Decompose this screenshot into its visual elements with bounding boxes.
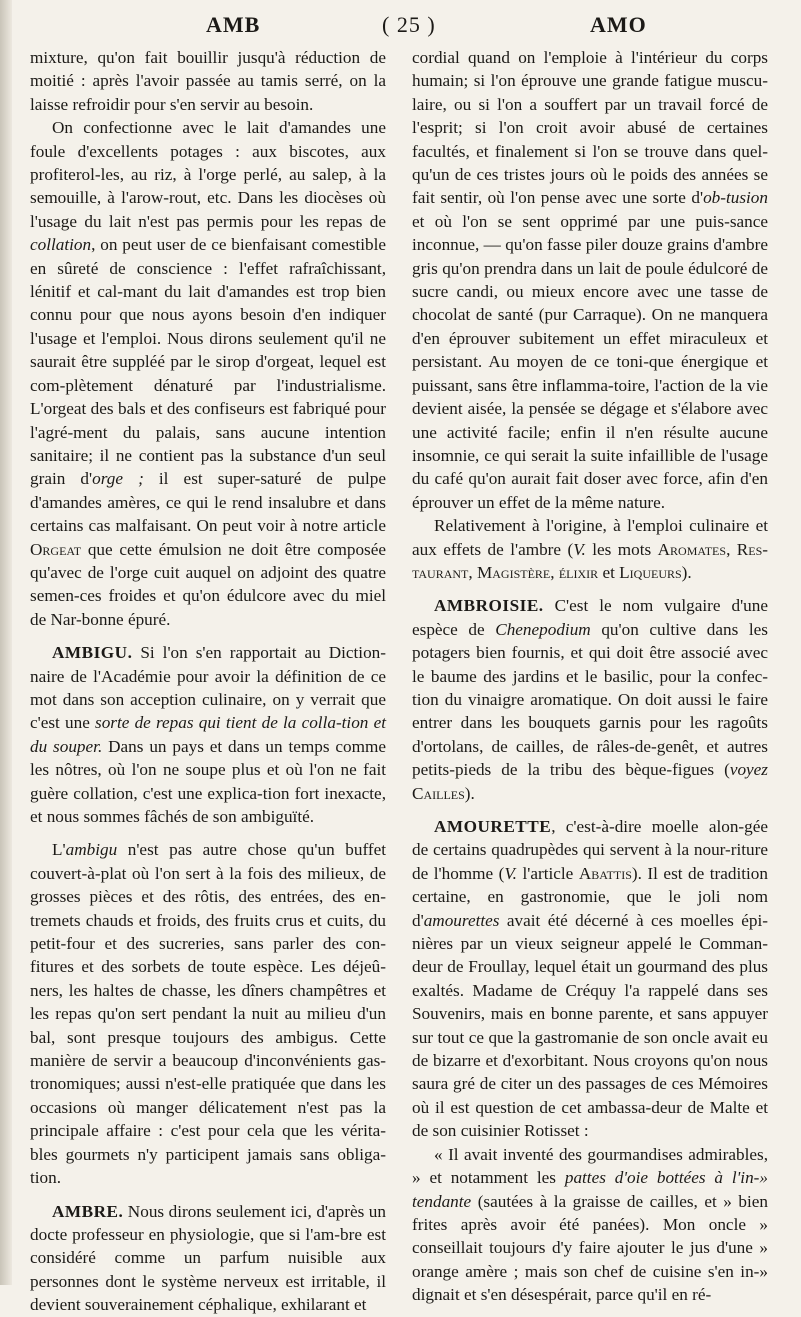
- page-gutter-shadow: [0, 0, 12, 1285]
- entry-headword: AMBRE.: [52, 1201, 124, 1221]
- paragraph-continuation: mixture, qu'on fait bouillir jusqu'à réduction de moitié : après l'avoir passée au tamis serré, on la laisse refroidir pour s'en servir au besoin.: [30, 48, 386, 114]
- entry-headword: AMBIGU.: [52, 643, 133, 663]
- header-left-keyword: AMB: [206, 12, 261, 37]
- entry-headword: AMBROISIE.: [434, 596, 544, 616]
- entry-ambigu: AMBIGU. Si l'on s'en rapportait au Diction-naire de l'Académie pour avoir la définition de ce mot dans son acception culinaire, on y verrait que c'est une sorte de repas qui tient de la colla-tion et du souper. Dans un pays et dans un temps comme les nôtres, où l'on ne soupe plus et où l'on ne fait guère collation, c'est une explica-tion fort inexacte, et nous sommes fâchés de son ambiguïté.: [30, 643, 386, 826]
- header-right-keyword: AMO: [590, 12, 647, 37]
- running-header: [30, 8, 770, 44]
- paragraph-lait-amandes: On confectionne avec le lait d'amandes une foule d'excellents potages : aux biscotes, aux profiterol-les, au riz, à l'orge perlé, au salep, à la semouille, à l'arow-rout, etc. Dans les diocèses où l'usage du lait n'est pas permis pour les repas de collation, on peut user de ce bienfaisant comestible en sûreté de conscience : l'effet rafraîchissant, lénitif et cal-mant du lait d'amandes est trop bien connu pour que nous ayons besoin d'en indiquer l'usage et l'emploi. Nous dirons seulement qu'il ne saurait être suppléé par le sirop d'orgeat, lequel est com-plètement dénaturé par l'industrialisme. L'orgeat des bals et des confiseurs est fabriqué pour l'agré-ment du palais, sans aucune intention sanitaire; il ne contient pas la substance d'un seul grain d'orge ; il est super-saturé de pulpe d'amandes amères, ce qui le rend insalubre et dans certains cas malfaisant. On peut voir à notre article Orgeat que cette émulsion ne doit être composée qu'avec de l'orge cuit auquel on adjoint des quatre semen-ces froides et qu'on édulcore avec du miel de Nar-bonne épuré.: [30, 118, 387, 629]
- paragraph-ambre-references: Relativement à l'origine, à l'emploi culinaire et aux effets de l'ambre (V. les mots Aromates, Res-taurant, Magistère, élixir et Liqueurs).: [412, 516, 768, 582]
- entry-ambre: AMBRE. Nous dirons seulement ici, d'après un docte professeur en physiologie, que si l'am-bre est considéré comme un parfum nuisible aux personnes dont le système nerveux est irritable, il devient souverainement céphalique, exhilarant et: [30, 1201, 386, 1315]
- left-column: [30, 46, 386, 1317]
- entry-ambroisie: AMBROISIE. C'est le nom vulgaire d'une espèce de Chenepodium qu'on cultive dans les potagers bien fournis, et qui doit être associé avec le baume des jardins et le basilic, pour la confec-tion du vinaigre aromatique. On doit aussi le faire entrer dans les bouquets garnis pour les ragoûts d'ortolans, de cailles, de râles-de-genêt, et autres petits-pieds de la tribu des bèque-figues (voyez Cailles).: [412, 596, 768, 803]
- paragraph-ambigu-definition: L'ambigu n'est pas autre chose qu'un buffet couvert-à-plat où l'on sert à la fois des milieux, de grosses pièces et des rôtis, des entrées, des en-tremets chauds et froids, des fruits crus et cuits, du petit-four et des sucreries, sans parler des con-fitures et des sorbets de toute espèce. Les déjeû-ners, les haltes de chasse, les dîners champêtres et les repas qu'on sert pendant la nuit au milieu d'un bal, sont presque toujours des ambigus. Cette manière de servir a beaucoup d'inconvénients gas-tronomiques; aussi n'est-elle pratiquée que dans les occasions où manger délicatement n'est pas la principale affaire : c'est pour cela que les vérita-bles gourmets n'y participent jamais sans obliga-tion.: [30, 840, 386, 1188]
- quotation-memoires: « Il avait inventé des gourmandises admirables, » et notamment les pattes d'oie bottées à l'in-» tendante (sautées à la graisse de cailles, et » bien frites après avoir été panées). Mon oncle » conseillait toujours d'y faire ajouter le jus d'une » orange amère ; mais son chef de cuisine s'en in-» dignait et s'en désespérait, parce qu'il en ré-: [412, 1144, 768, 1305]
- entry-amourette: AMOURETTE, c'est-à-dire moelle alon-gée de certains quadrupèdes qui servent à la nour-riture de l'homme (V. l'article Abattis). Il est de tradition certaine, en gastronomie, que le joli nom d'amourettes avait été décerné à ces moelles épi-nières par un vieux seigneur appelé le Comman-deur de Froullay, lequel était un gourmand des plus exaltés. Madame de Créquy l'a rappelé dans ses Souvenirs, mais en bonne parente, et sans appuyer sur tout ce que la gastromanie de son oncle avait eu de bizarre et d'exorbitant. Nous croyons qu'on nous saura gré de citer un des passages de ces Mémoires où il est question de cet ambassa-deur de Malte et de son cuisinier Rotisset :: [412, 817, 768, 1141]
- page-number: ( 25 ): [382, 12, 436, 37]
- entry-headword: AMOURETTE: [434, 817, 552, 836]
- right-column: [412, 46, 768, 1307]
- paragraph-ambre-continuation: cordial quand on l'emploie à l'intérieur du corps humain; si l'on éprouve une grande fatigue muscu-laire, ou si l'on a souffert par un travail forcé de l'esprit; si l'on croit avoir abusé de certaines facultés, et finalement si l'on se trouve dans quel-qu'un de ces tristes jours où le poids des années se fait sentir, où l'on pense avec une sorte d'ob-tusion et où l'on se sent opprimé par une puis-sance inconnue, — qu'on fasse piler douze grains d'ambre gris qu'on prendra dans un lait de poule édulcoré de sucre candi, ou mieux encore avec une tasse de chocolat de santé (pur Carraque). On ne manquera d'en éprouver subitement un effet miraculeux et persistant. Au moyen de ce toni-que énergique et puissant, sans être inflamma-toire, l'action de la vie devient aisée, la pensée se dégage et s'élabore avec une activité facile; enfin il n'en résulte aucune insomnie, ce qui serait la suite infaillible de l'usage du café qu'on aurait fait doser avec force, afin d'en éprouver un effet de la même nature.: [412, 48, 768, 512]
